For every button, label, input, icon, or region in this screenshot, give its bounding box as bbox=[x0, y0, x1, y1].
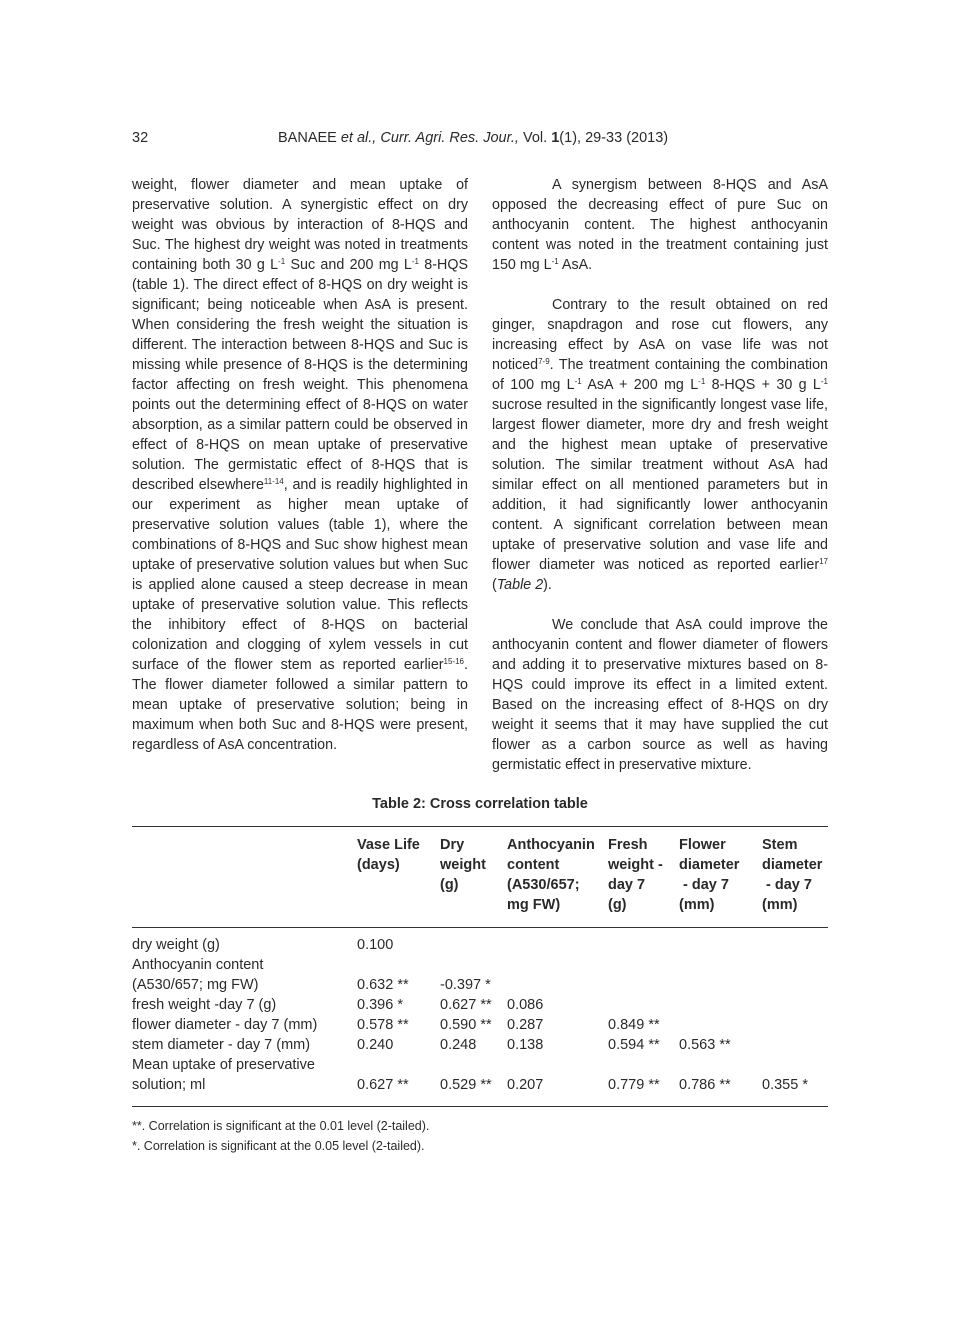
row-label: stem diameter - day 7 (mm) bbox=[132, 1037, 311, 1053]
text-run: 8-HQS + 30 g L bbox=[705, 377, 821, 393]
table-reference: Table 2 bbox=[496, 577, 544, 593]
table-cell: 0.240 bbox=[357, 1037, 394, 1053]
issue-pages: (1), 29-33 (2013) bbox=[559, 130, 669, 146]
right-paragraph-1 bbox=[492, 175, 828, 275]
text-run: . The flower diameter followed a similar pattern to mean uptake of preservative solution; being in maximum when both Suc and 8-HQS were present, regardless of AsA concentration. bbox=[132, 657, 468, 753]
table-footnote: *. Correlation is significant at the 0.05 level (2-tailed). bbox=[132, 1139, 425, 1153]
superscript: -1 bbox=[411, 257, 419, 266]
text-run: ( bbox=[492, 577, 497, 593]
page-number: 32 bbox=[132, 130, 149, 146]
right-paragraph-3: We conclude that AsA could improve the anthocyanin content and flower diameter of flowers and adding it to preservative mixtures based on 8-HQS could improve its effect in a limited extent. Based on the increasing effect of 8-HQS on dry weight it seems that it may have supplied the cut flower as a carbon source as well as having germistatic effect in preservative mixture. bbox=[492, 617, 828, 773]
col-header-fresh-weight: Fresh weight - day 7 (g) bbox=[608, 837, 663, 913]
et-al: et al., bbox=[336, 130, 381, 146]
text-run: AsA. bbox=[558, 257, 593, 273]
table-cell: 0.786 ** bbox=[679, 1077, 731, 1093]
table-cell: 0.594 ** bbox=[608, 1037, 660, 1053]
row-label: solution; ml bbox=[132, 1077, 206, 1093]
table-cell: 0.086 bbox=[507, 997, 544, 1013]
superscript: -1 bbox=[551, 257, 559, 266]
table-cell: 0.627 ** bbox=[440, 997, 492, 1013]
row-label: (A530/657; mg FW) bbox=[132, 977, 259, 993]
col-header-flower-diameter: Flower diameter - day 7 (mm) bbox=[679, 837, 740, 913]
superscript: -1 bbox=[278, 257, 286, 266]
text-run: AsA + 200 mg L bbox=[581, 377, 699, 393]
table-cell: 0.287 bbox=[507, 1017, 544, 1033]
table-cell: -0.397 * bbox=[440, 977, 491, 993]
col-header-anthocyanin: Anthocyanin content (A530/657; mg FW) bbox=[507, 837, 595, 913]
table-cell: 0.849 ** bbox=[608, 1017, 660, 1033]
table-cell: 0.627 ** bbox=[357, 1077, 409, 1093]
table-footnote: **. Correlation is significant at the 0.01 level (2-tailed). bbox=[132, 1119, 430, 1133]
left-paragraph-1 bbox=[132, 175, 468, 755]
superscript: -1 bbox=[574, 377, 582, 386]
text-run: sucrose resulted in the significantly longest vase life, largest flower diameter, more dry and fresh weight and the highest mean uptake of preservative solution. The similar treatment without AsA had similar effect on all mentioned parameters but in addition, it had significantly lower anthocyanin content. A significant correlation between mean uptake of preservative solution and vase life and flower diameter was noticed as reported earlier bbox=[492, 397, 828, 573]
col-header-vase-life: Vase Life (days) bbox=[357, 837, 420, 873]
text-run: . The treatment containing the combination of 100 mg L bbox=[492, 357, 828, 393]
col-header-stem-diameter: Stem diameter - day 7 (mm) bbox=[762, 837, 823, 913]
table-caption: Table 2: Cross correlation table bbox=[372, 796, 588, 812]
author-name: BANAEE bbox=[278, 130, 337, 146]
text-run: , and is readily highlighted in our experiment as higher mean uptake of preservative solution values (table 1), where the combinations of 8-HQS and Suc show highest mean uptake of preservative solution values but when Suc is applied alone caused a steep decrease in mean uptake of preservative solution value. This reflects the inhibitory effect of 8-HQS on bacterial colonization and clogging of xylem vessels in cut surface of the flower stem as reported earlier bbox=[132, 477, 468, 673]
row-label: dry weight (g) bbox=[132, 937, 220, 953]
row-label: Mean uptake of preservative bbox=[132, 1057, 315, 1073]
right-paragraph-2 bbox=[492, 295, 828, 595]
table-bottom-rule bbox=[132, 1106, 828, 1107]
table-header-rule bbox=[132, 927, 828, 928]
row-label: flower diameter - day 7 (mm) bbox=[132, 1017, 318, 1033]
table-cell: 0.632 ** bbox=[357, 977, 409, 993]
running-header bbox=[132, 130, 828, 150]
col-header-dry-weight: Dry weight (g) bbox=[440, 837, 486, 893]
table-cell: 0.100 bbox=[357, 937, 394, 953]
table-cell: 0.578 ** bbox=[357, 1017, 409, 1033]
table-cell: 0.590 ** bbox=[440, 1017, 492, 1033]
journal-name: Curr. Agri. Res. Jour., bbox=[380, 130, 519, 146]
text-run: Suc and 200 mg L bbox=[285, 257, 412, 273]
table-cell: 0.779 ** bbox=[608, 1077, 660, 1093]
row-label: fresh weight -day 7 (g) bbox=[132, 997, 277, 1013]
superscript: -1 bbox=[698, 377, 706, 386]
left-column bbox=[132, 175, 468, 775]
text-run: Contrary to the result obtained on red ginger, snapdragon and rose cut flowers, any increasing effect by AsA on vase life was not noticed bbox=[492, 297, 828, 373]
table-cell: 0.207 bbox=[507, 1077, 544, 1093]
citation-superscript: 11-14 bbox=[263, 477, 284, 486]
row-label: Anthocyanin content bbox=[132, 957, 264, 973]
table-cell: 0.248 bbox=[440, 1037, 477, 1053]
text-run: weight, flower diameter and mean uptake of preservative solution. A synergistic effect on dry weight was obvious by interaction of 8-HQS and Suc. The highest dry weight was noted in treatments containing both 30 g L bbox=[132, 177, 468, 273]
citation-superscript: 15-16 bbox=[443, 657, 465, 666]
right-column bbox=[492, 175, 828, 795]
superscript: -1 bbox=[820, 377, 828, 386]
volume-number: 1 bbox=[551, 130, 560, 146]
journal-citation bbox=[278, 130, 668, 146]
citation-superscript: 7-9 bbox=[538, 357, 550, 366]
table-cell: 0.138 bbox=[507, 1037, 544, 1053]
volume-prefix: Vol. bbox=[518, 130, 552, 146]
citation-superscript: 17 bbox=[819, 557, 828, 566]
table-top-rule bbox=[132, 826, 828, 827]
text-run: A synergism between 8-HQS and AsA opposed the decreasing effect of pure Suc on anthocyanin content. The highest anthocyanin content was noted in the treatment containing just 150 mg L bbox=[492, 177, 828, 273]
table-cell: 0.563 ** bbox=[679, 1037, 731, 1053]
table-cell: 0.355 * bbox=[762, 1077, 808, 1093]
text-run: ). bbox=[543, 577, 552, 593]
text-run: 8-HQS (table 1). The direct effect of 8-HQS on dry weight is significant; being noticeable when AsA is present. When considering the fresh weight the situation is different. The interaction between 8-HQS and Suc is missing while presence of 8-HQS is the determining factor affecting on fresh weight. This phenomena points out the determining effect of 8-HQS on water absorption, as a similar pattern could be observed in effect of 8-HQS on mean uptake of preservative solution. The germistatic effect of 8-HQS that is described elsewhere bbox=[132, 257, 468, 493]
table-cell: 0.396 * bbox=[357, 997, 403, 1013]
table-cell: 0.529 ** bbox=[440, 1077, 492, 1093]
